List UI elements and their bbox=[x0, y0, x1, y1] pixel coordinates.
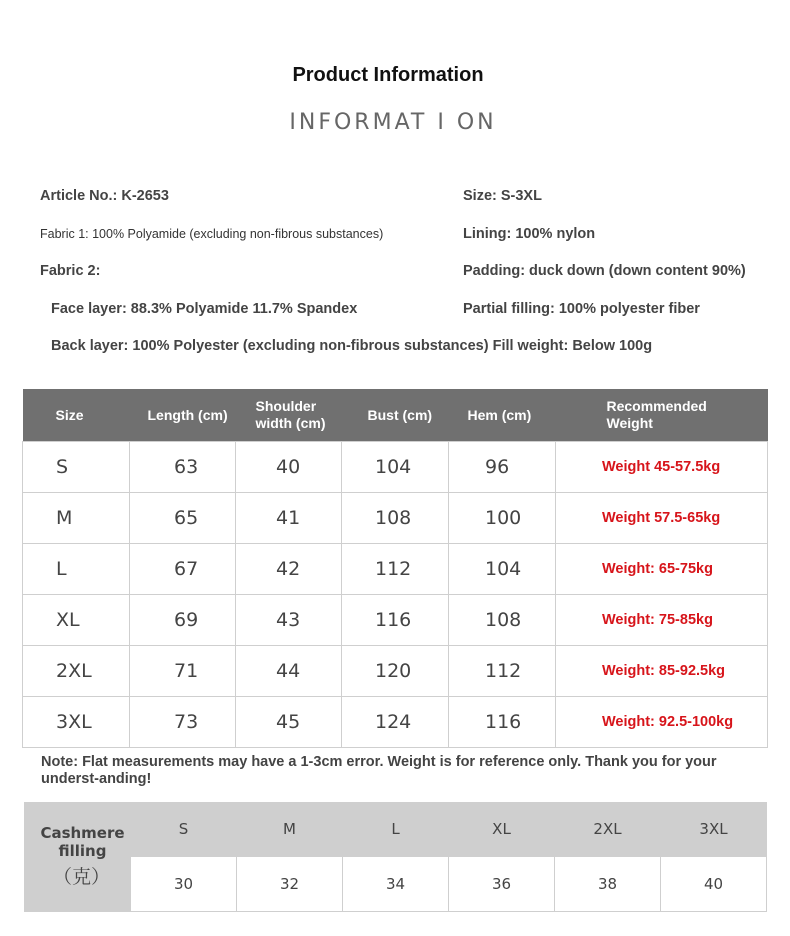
filling-label-line1: Cashmere bbox=[40, 824, 125, 843]
cell-weight: Weight 45-57.5kg bbox=[556, 442, 768, 493]
cell-size: XL bbox=[23, 595, 130, 646]
cell-shoulder: 41 bbox=[236, 493, 342, 544]
cell-size: S bbox=[23, 442, 130, 493]
filling-label-unit: （克） bbox=[52, 866, 110, 889]
header-hem: Hem (cm) bbox=[449, 389, 556, 442]
back-layer: Back layer: 100% Polyester (excluding non-fibrous substances) Fill weight: Below 100g bbox=[51, 338, 653, 354]
cell-shoulder: 45 bbox=[236, 697, 342, 748]
filling-size: M bbox=[237, 802, 343, 857]
filling-value: 38 bbox=[555, 857, 661, 912]
cell-size: M bbox=[23, 493, 130, 544]
filling-value: 34 bbox=[343, 857, 449, 912]
filling-label-line2: filling bbox=[58, 842, 107, 861]
article-number: Article No.: K-2653 bbox=[40, 188, 169, 204]
fabric-1: Fabric 1: 100% Polyamide (excluding non-fibrous substances) bbox=[40, 227, 384, 241]
filling-value: 30 bbox=[131, 857, 237, 912]
page-title: Product Information bbox=[292, 64, 484, 86]
header-shoulder bbox=[236, 389, 342, 442]
filling-value: 32 bbox=[237, 857, 343, 912]
table-row bbox=[23, 646, 768, 697]
table-row bbox=[23, 493, 768, 544]
cell-bust: 116 bbox=[342, 595, 449, 646]
filling-value: 36 bbox=[449, 857, 555, 912]
header-bust: Bust (cm) bbox=[342, 389, 449, 442]
cell-shoulder: 44 bbox=[236, 646, 342, 697]
cell-hem: 116 bbox=[449, 697, 556, 748]
cell-hem: 108 bbox=[449, 595, 556, 646]
lining: Lining: 100% nylon bbox=[463, 226, 596, 242]
face-layer: Face layer: 88.3% Polyamide 11.7% Spandex bbox=[51, 301, 358, 317]
cell-hem: 96 bbox=[449, 442, 556, 493]
filling-size-row bbox=[24, 802, 767, 857]
cell-length: 67 bbox=[130, 544, 236, 595]
size-range: Size: S-3XL bbox=[463, 188, 542, 204]
header-length: Length (cm) bbox=[130, 389, 236, 442]
cell-bust: 108 bbox=[342, 493, 449, 544]
cell-length: 69 bbox=[130, 595, 236, 646]
size-table bbox=[22, 389, 768, 748]
cell-bust: 104 bbox=[342, 442, 449, 493]
padding: Padding: duck down (down content 90%) bbox=[463, 263, 746, 279]
table-row bbox=[23, 544, 768, 595]
cell-hem: 112 bbox=[449, 646, 556, 697]
measurement-note: Note: Flat measurements may have a 1-3cm error. Weight is for reference only. Thank you for your underst-anding! bbox=[41, 754, 717, 787]
fabric-2: Fabric 2: bbox=[40, 263, 101, 279]
header-weight bbox=[556, 389, 768, 442]
filling-value-row bbox=[24, 857, 767, 912]
filling-value: 40 bbox=[661, 857, 767, 912]
table-row bbox=[23, 595, 768, 646]
cell-weight: Weight: 75-85kg bbox=[556, 595, 768, 646]
cell-bust: 124 bbox=[342, 697, 449, 748]
page-subtitle: INFORMAT I ON bbox=[289, 110, 497, 135]
filling-label bbox=[24, 802, 131, 912]
header-size: Size bbox=[23, 389, 130, 442]
cell-bust: 120 bbox=[342, 646, 449, 697]
table-row bbox=[23, 442, 768, 493]
cell-shoulder: 43 bbox=[236, 595, 342, 646]
cell-hem: 104 bbox=[449, 544, 556, 595]
cell-size: 2XL bbox=[23, 646, 130, 697]
cell-shoulder: 42 bbox=[236, 544, 342, 595]
filling-size: 2XL bbox=[555, 802, 661, 857]
cell-bust: 112 bbox=[342, 544, 449, 595]
cell-weight: Weight 57.5-65kg bbox=[556, 493, 768, 544]
filling-size: L bbox=[343, 802, 449, 857]
filling-table bbox=[24, 802, 767, 912]
cell-length: 63 bbox=[130, 442, 236, 493]
cell-hem: 100 bbox=[449, 493, 556, 544]
cell-shoulder: 40 bbox=[236, 442, 342, 493]
header-weight-line2: Weight bbox=[606, 415, 653, 431]
header-weight-line1: Recommended bbox=[606, 398, 707, 414]
cell-length: 65 bbox=[130, 493, 236, 544]
cell-size: 3XL bbox=[23, 697, 130, 748]
filling-size: S bbox=[131, 802, 237, 857]
filling-size: XL bbox=[449, 802, 555, 857]
filling-size: 3XL bbox=[661, 802, 767, 857]
header-shoulder-line1: Shoulder bbox=[255, 398, 317, 414]
cell-length: 73 bbox=[130, 697, 236, 748]
table-row bbox=[23, 697, 768, 748]
partial-filling: Partial filling: 100% polyester fiber bbox=[463, 301, 700, 317]
cell-weight: Weight: 92.5-100kg bbox=[556, 697, 768, 748]
header-shoulder-line2: width (cm) bbox=[255, 415, 326, 431]
cell-length: 71 bbox=[130, 646, 236, 697]
cell-weight: Weight: 85-92.5kg bbox=[556, 646, 768, 697]
cell-weight: Weight: 65-75kg bbox=[556, 544, 768, 595]
size-table-header bbox=[23, 389, 768, 442]
cell-size: L bbox=[23, 544, 130, 595]
